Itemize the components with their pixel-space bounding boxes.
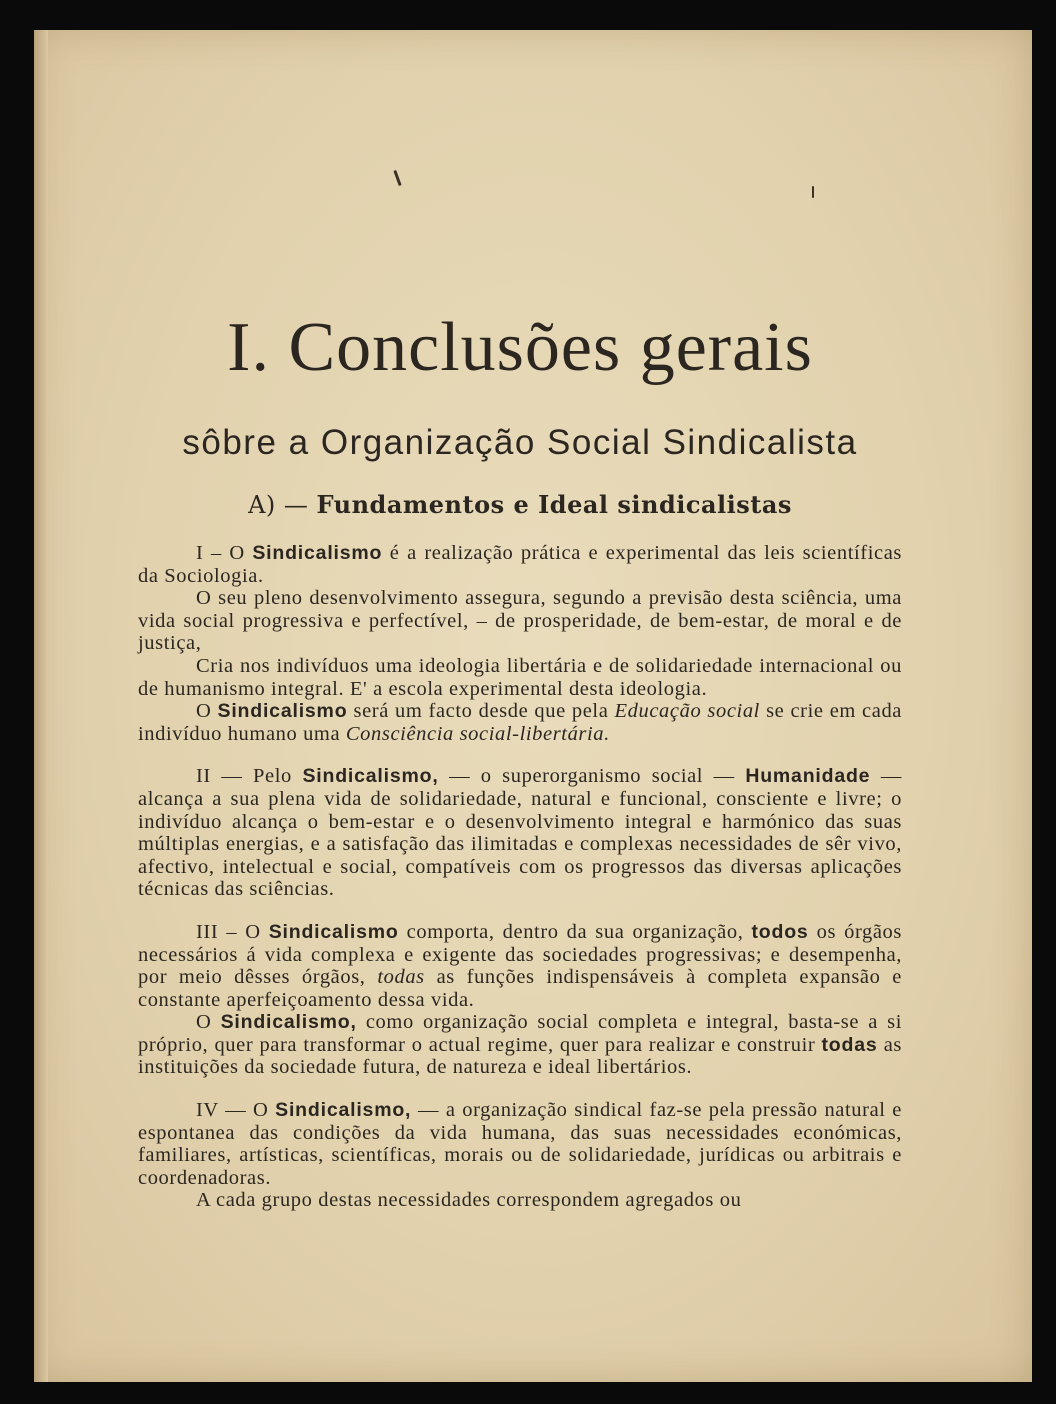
- section-mark: A) —: [248, 491, 317, 519]
- bold-term: Sindicalismo,: [220, 1011, 357, 1034]
- paragraph-2: O seu pleno desenvolvimento assegura, segundo a previsão desta sciência, uma vida social progressiva e perfectível, – de prosperidade, de bem-estar, de moral e de justiça,: [138, 587, 902, 655]
- paragraph-text: — o superorganismo social —: [438, 765, 746, 788]
- paragraph-number: III – O: [196, 920, 269, 943]
- italic-term: Educação social: [614, 700, 760, 723]
- book-page: [34, 30, 1032, 1382]
- paragraph-text: as instituições da sociedade futura, de natureza e ideal libertários.: [138, 1033, 902, 1079]
- paragraph-text: será um facto desde que pela: [347, 700, 615, 723]
- paragraph-text: — alcança a sua plena vida de solidariedade, natural e funcional, consciente e livre; o indivíduo alcança o bem-estar e o desenvolvimento integral e harmónico das suas múltiplas energias, e a satisfação das ilimitadas e complexas necessidades de sêr vivo, afectivo, intelectual e social, compatíveis com os progressos das diversas aplicações técnicas das sciências.: [138, 765, 902, 901]
- paragraph-number: I – O: [196, 542, 253, 564]
- paragraph-text: como organização social completa e integral, basta-se a si próprio, quer para transformar o actual regime, quer para realizar e construir: [138, 1011, 902, 1056]
- paragraph-text: O: [196, 700, 218, 723]
- bold-term: Sindicalismo: [217, 700, 348, 723]
- paragraph-text: — a organização sindical faz-se pela pressão natural e espontanea das condições da vida humana, das suas necessidades económicas, familiares, artísticas, scientíficas, morais ou de solidariedade, jurídicas ou arbitrais e coordenadoras.: [138, 1099, 902, 1189]
- italic-term: todas: [377, 966, 425, 989]
- body-text: [138, 542, 902, 1212]
- paragraph-7: [138, 1011, 902, 1079]
- paragraph-text: as funções indispensáveis à completa expansão e constante aperfeiçoamento dessa vida.: [138, 966, 902, 1011]
- paragraph-text: é a realização prática e experimental das leis scientíficas da Sociologia.: [138, 542, 902, 587]
- bold-term: todas: [821, 1033, 878, 1056]
- bold-term: Sindicalismo,: [275, 1099, 412, 1122]
- bold-term: Sindicalismo,: [302, 765, 439, 788]
- paragraph-8: [138, 1099, 902, 1189]
- bold-term: Humanidade: [745, 765, 871, 788]
- book-spine: [34, 30, 48, 1382]
- ink-speck: [812, 186, 814, 198]
- ink-speck: [393, 170, 401, 186]
- paragraph-number: II — Pelo: [196, 765, 303, 788]
- paragraph-4: [138, 700, 902, 745]
- chapter-subtitle: sôbre a Organização Social Sindicalista: [182, 423, 858, 462]
- bold-term: todos: [751, 920, 809, 943]
- bold-term: Sindicalismo: [268, 920, 399, 943]
- section-heading-text: Fundamentos e Ideal sindicalistas: [316, 490, 792, 519]
- paragraph-text: O: [196, 1011, 221, 1034]
- paragraph-3: Cria nos indivíduos uma ideologia libertária e de solidariedade internacional ou de humanismo integral. E' a escola experimental desta ideologia.: [138, 654, 902, 700]
- bold-term: Sindicalismo: [252, 542, 383, 564]
- chapter-title: I. Conclusões gerais: [227, 309, 813, 386]
- paragraph-text: comporta, dentro da sua organização,: [398, 920, 752, 943]
- paragraph-text: os órgãos necessários á vida complexa e exigente das sociedades progressivas; e desempenha, por meio dêsses órgãos,: [138, 920, 902, 989]
- paragraph-5: [138, 765, 902, 901]
- italic-term: Consciência social-libertária.: [345, 722, 610, 745]
- section-heading: [138, 488, 902, 522]
- paragraph-text: se crie em cada indivíduo humano uma: [138, 700, 902, 745]
- paragraph-9: A cada grupo destas necessidades correspondem agregados ou: [196, 1189, 742, 1212]
- paragraph-6: [138, 921, 902, 1011]
- paragraph-1: [138, 542, 902, 587]
- paragraph-number: IV — O: [196, 1099, 276, 1122]
